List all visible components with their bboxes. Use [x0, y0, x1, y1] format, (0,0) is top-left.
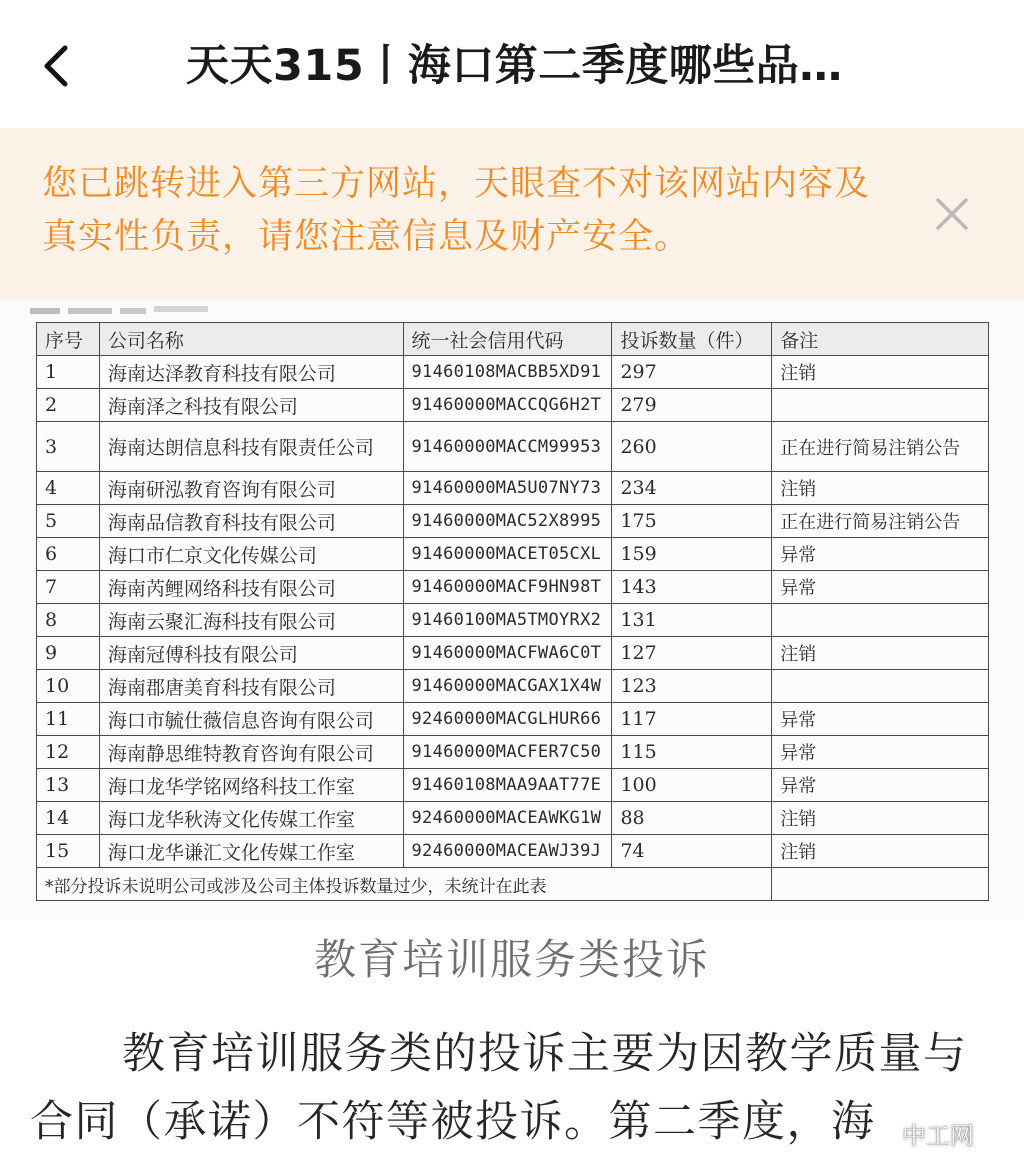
- cell-company-name: 海口龙华学铭网络科技工作室: [99, 769, 403, 802]
- cell-credit-code: 92460000MACGLHUR66: [403, 703, 612, 736]
- watermark-text: 中工网: [902, 1122, 974, 1150]
- cell-no: 1: [37, 356, 100, 389]
- article-paragraph: 教育培训服务类的投诉主要为因教学质量与合同（承诺）不符等被投诉。第二季度，海: [30, 1029, 968, 1147]
- table-row: [37, 472, 989, 505]
- close-warning-button[interactable]: [934, 196, 978, 240]
- cell-credit-code: 91460000MACET05CXL: [403, 538, 612, 571]
- cell-complaint-count: 117: [612, 703, 772, 736]
- cell-credit-code: 92460000MACEAWJ39J: [403, 835, 612, 868]
- cell-no: 13: [37, 769, 100, 802]
- cell-no: 2: [37, 389, 100, 422]
- close-icon: [934, 196, 970, 232]
- cell-note: 异常: [772, 571, 989, 604]
- cell-credit-code: 91460108MAA9AAT77E: [403, 769, 612, 802]
- cell-complaint-count: 143: [612, 571, 772, 604]
- complaint-table: [36, 322, 989, 901]
- table-row: [37, 670, 989, 703]
- page-title: 天天315丨海口第二季度哪些品…: [186, 41, 843, 91]
- header-complaint-count: 投诉数量（件）: [612, 323, 772, 356]
- header-credit-code: 统一社会信用代码: [403, 323, 612, 356]
- table-row: [37, 703, 989, 736]
- cell-credit-code: 91460000MACCM99953: [403, 422, 612, 472]
- cell-no: 5: [37, 505, 100, 538]
- cell-complaint-count: 260: [612, 422, 772, 472]
- cell-company-name: 海南泽之科技有限公司: [99, 389, 403, 422]
- cell-note: [772, 868, 989, 901]
- cell-company-name: 海口龙华秋涛文化传媒工作室: [99, 802, 403, 835]
- table-row: [37, 769, 989, 802]
- table-row: [37, 637, 989, 670]
- cell-complaint-count: 131: [612, 604, 772, 637]
- cell-credit-code: 91460000MACF9HN98T: [403, 571, 612, 604]
- cell-complaint-count: 279: [612, 389, 772, 422]
- weibo-logo-icon: [866, 1122, 896, 1146]
- cell-credit-code: 92460000MACEAWKG1W: [403, 802, 612, 835]
- cell-company-name: 海口市仁京文化传媒公司: [99, 538, 403, 571]
- table-header-row: [37, 323, 989, 356]
- cell-complaint-count: 123: [612, 670, 772, 703]
- cell-company-name: 海南品信教育科技有限公司: [99, 505, 403, 538]
- cell-complaint-count: 100: [612, 769, 772, 802]
- cell-complaint-count: 234: [612, 472, 772, 505]
- cell-credit-code: 91460000MA5U07NY73: [403, 472, 612, 505]
- table-footnote: *部分投诉未说明公司或涉及公司主体投诉数量过少，未统计在此表: [37, 868, 772, 901]
- cell-credit-code: 91460000MAC52X8995: [403, 505, 612, 538]
- cell-no: 14: [37, 802, 100, 835]
- table-row: [37, 604, 989, 637]
- cell-note: 异常: [772, 769, 989, 802]
- cell-complaint-count: 175: [612, 505, 772, 538]
- third-party-warning-banner: [0, 128, 1024, 300]
- cell-company-name: 海南达朗信息科技有限责任公司: [99, 422, 403, 472]
- cell-no: 12: [37, 736, 100, 769]
- table-footnote-row: [37, 868, 989, 901]
- cell-company-name: 海口市毓仕薇信息咨询有限公司: [99, 703, 403, 736]
- cell-no: 9: [37, 637, 100, 670]
- cell-company-name: 海南静思维特教育咨询有限公司: [99, 736, 403, 769]
- table-row: [37, 422, 989, 472]
- section-heading: 教育培训服务类投诉: [313, 935, 710, 984]
- cell-credit-code: 91460000MACFWA6C0T: [403, 637, 612, 670]
- table-row: [37, 736, 989, 769]
- cell-no: 6: [37, 538, 100, 571]
- cell-credit-code: 91460100MA5TMOYRX2: [403, 604, 612, 637]
- cell-company-name: 海南云聚汇海科技有限公司: [99, 604, 403, 637]
- cell-credit-code: 91460000MACGAX1X4W: [403, 670, 612, 703]
- cell-note: 异常: [772, 538, 989, 571]
- back-button[interactable]: [30, 38, 80, 94]
- cell-company-name: 海口龙华谦汇文化传媒工作室: [99, 835, 403, 868]
- table-row: [37, 505, 989, 538]
- table-row: [37, 356, 989, 389]
- warning-text: 您已跳转进入第三方网站，天眼查不对该网站内容及真实性负责，请您注意信息及财产安全。: [42, 164, 871, 257]
- cell-company-name: 海南郡唐美育科技有限公司: [99, 670, 403, 703]
- cell-no: 4: [37, 472, 100, 505]
- cell-note: 注销: [772, 802, 989, 835]
- cell-company-name: 海南研泓教育咨询有限公司: [99, 472, 403, 505]
- cell-note: 注销: [772, 472, 989, 505]
- top-bar: [0, 0, 1024, 128]
- cell-note: 注销: [772, 835, 989, 868]
- cell-no: 3: [37, 422, 100, 472]
- cell-no: 15: [37, 835, 100, 868]
- header-note: 备注: [772, 323, 989, 356]
- header-no: 序号: [37, 323, 100, 356]
- watermark: [866, 1116, 974, 1151]
- cell-company-name: 海南冠傅科技有限公司: [99, 637, 403, 670]
- cell-complaint-count: 88: [612, 802, 772, 835]
- cell-complaint-count: 74: [612, 835, 772, 868]
- cell-credit-code: 91460000MACCQG6H2T: [403, 389, 612, 422]
- cell-no: 10: [37, 670, 100, 703]
- cell-note: 注销: [772, 356, 989, 389]
- cell-note: [772, 389, 989, 422]
- table-row: [37, 802, 989, 835]
- chevron-left-icon: [41, 44, 69, 88]
- cell-note: 异常: [772, 736, 989, 769]
- cell-note: [772, 604, 989, 637]
- cell-complaint-count: 127: [612, 637, 772, 670]
- cell-note: [772, 670, 989, 703]
- cell-note: 正在进行简易注销公告: [772, 505, 989, 538]
- cell-complaint-count: 159: [612, 538, 772, 571]
- table-row: [37, 571, 989, 604]
- cell-no: 8: [37, 604, 100, 637]
- cell-note: 注销: [772, 637, 989, 670]
- cell-company-name: 海南芮鲤网络科技有限公司: [99, 571, 403, 604]
- cell-credit-code: 91460108MACBB5XD91: [403, 356, 612, 389]
- cell-note: 异常: [772, 703, 989, 736]
- cell-no: 11: [37, 703, 100, 736]
- table-row: [37, 538, 989, 571]
- cell-complaint-count: 115: [612, 736, 772, 769]
- table-row: [37, 389, 989, 422]
- cropped-text-fragment: [30, 304, 250, 316]
- table-row: [37, 835, 989, 868]
- cell-credit-code: 91460000MACFER7C50: [403, 736, 612, 769]
- cell-company-name: 海南达泽教育科技有限公司: [99, 356, 403, 389]
- header-company-name: 公司名称: [99, 323, 403, 356]
- cell-note: 正在进行简易注销公告: [772, 422, 989, 472]
- cell-complaint-count: 297: [612, 356, 772, 389]
- cell-no: 7: [37, 571, 100, 604]
